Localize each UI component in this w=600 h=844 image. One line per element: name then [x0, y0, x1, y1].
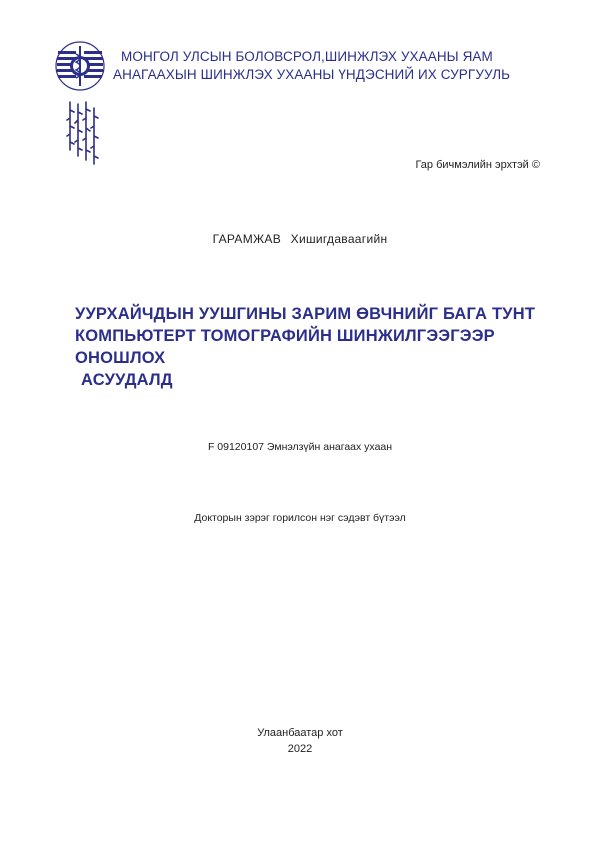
author-given-name: Хишигдаваагийн: [290, 232, 388, 246]
title-line-2: КОМПЬЮТЕРТ ТОМОГРАФИЙН ШИНЖИЛГЭЭГЭЭР ОНОШЛОХ: [75, 327, 495, 367]
ministry-header: [113, 48, 583, 84]
author-name: [0, 232, 600, 246]
author-family-name: ГАРАМЖАВ: [212, 232, 281, 246]
title-line-3: АСУУДАЛД: [81, 371, 173, 389]
university-emblem-icon: [54, 40, 106, 92]
specialty-code: F 09120107 Эмнэлзүйн анагаах ухаан: [207, 441, 393, 453]
university-line-2: АНАГААХЫН ШИНЖЛЭХ УХААНЫ ҮНДЭСНИЙ ИХ СУРГУУЛЬ: [113, 67, 511, 82]
rights-notice: Гар бичмэлийн эрхтэй ©: [415, 159, 540, 171]
dissertation-title: [75, 303, 545, 391]
city: Улаанбаатар хот: [257, 727, 343, 739]
mongolian-script-emblem: [64, 100, 100, 166]
title-line-1: УУРХАЙЧДЫН УУШГИНЫ ЗАРИМ ӨВЧНИЙГ БАГА ТУНТ: [75, 305, 536, 323]
degree-statement: Докторын зэрэг горилсон нэг сэдэвт бүтээл: [194, 512, 406, 524]
ministry-line-1: МОНГОЛ УЛСЫН БОЛОВСРОЛ,ШИНЖЛЭХ УХААНЫ ЯАМ: [121, 49, 493, 64]
place-and-year: [0, 725, 600, 757]
year: 2022: [287, 743, 313, 755]
